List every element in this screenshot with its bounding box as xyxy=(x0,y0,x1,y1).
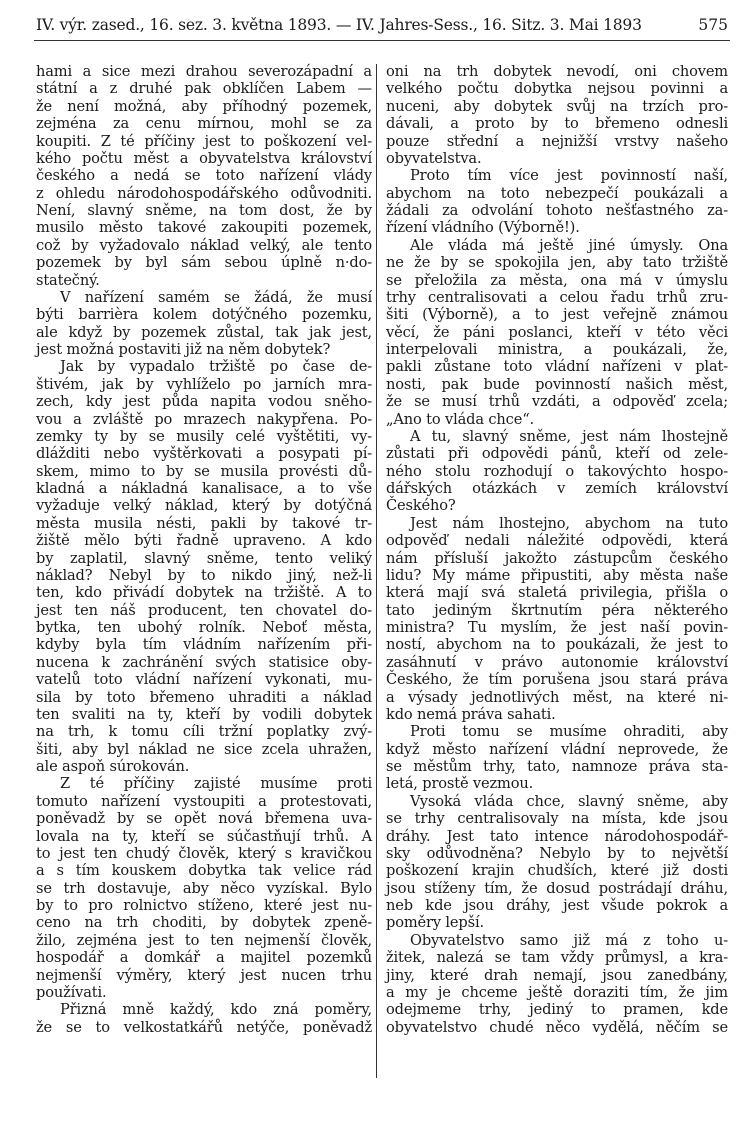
text-line: dářských otázkách v zemích království xyxy=(386,480,728,497)
text-line: Z té příčiny zajisté musíme proti xyxy=(60,775,372,793)
text-line: nucena k zachránění svých statisice oby- xyxy=(36,653,372,671)
text-line: poněvadž by se opět nová břemena uva- xyxy=(36,810,372,828)
text-line: Ale vláda má ještě jiné úmysly. Ona xyxy=(410,236,728,254)
paragraph xyxy=(386,167,728,237)
text-line: by zaplatil, slavný sněme, tento veliký xyxy=(36,549,372,567)
text-line: zůstati při odpovědi pánů, kteří od zele- xyxy=(386,445,728,463)
column-divider xyxy=(376,64,377,1078)
header-rule xyxy=(34,40,730,41)
text-line: používati. xyxy=(36,983,107,1001)
text-line: žiště mělo býti řadně upraveno. A kdo xyxy=(36,532,372,550)
text-line: A tu, slavný sněme, jest nám lhostejně xyxy=(410,427,728,445)
text-line: zejména za cenu mírnou, mohl se za xyxy=(36,115,372,133)
text-line: že se to velkostatkářů netýče, poněvadž xyxy=(36,1018,372,1036)
text-line: odpověď nedali náležité odpovědi, která xyxy=(386,532,728,550)
text-line: Proto tím více jest povinností naší, xyxy=(410,167,728,185)
paragraph xyxy=(386,63,728,167)
text-line: nuceni, aby dobytek svůj na trzích pro- xyxy=(386,97,728,115)
paragraph xyxy=(36,289,372,359)
text-line: bytka, ten ubohý rolník. Neboť města, xyxy=(36,619,372,636)
text-line: odejmeme trhy, jediný to pramen, kde xyxy=(386,1001,728,1019)
text-line: Českého, že tím porušena jsou stará práva xyxy=(386,671,728,689)
left-column xyxy=(36,63,372,1036)
text-line: se přeložila za města, ona má v úmyslu xyxy=(386,271,728,289)
text-line: Obyvatelstvo samo již má z toho u- xyxy=(410,931,728,949)
text-line: dráhy. Jest tato intence národohospodář- xyxy=(386,827,728,845)
text-line: obyvatelstva. xyxy=(386,149,482,167)
text-line: řízení vládního (Výborně!). xyxy=(386,219,580,237)
text-line: a s tím kouskem dobytka tak velice rád xyxy=(36,862,372,880)
paragraph xyxy=(36,1001,372,1036)
text-line: státní a z druhé pak obklíčen Labem — xyxy=(36,80,372,98)
text-line: z ohledu národohospodářského odůvodniti. xyxy=(36,184,372,202)
text-line: a výsady jednotlivých měst, na které ni- xyxy=(386,688,728,706)
text-line: pozemek by byl sám sebou úplně n·do- xyxy=(36,254,372,272)
text-line: jest ten náš producent, ten chovatel do- xyxy=(36,601,372,619)
right-column xyxy=(386,63,728,1036)
text-line: lidu? My máme připustiti, aby města naše xyxy=(386,566,728,584)
text-line: vatelů toto vládní nařízení vykonati, mu- xyxy=(36,671,372,689)
text-line: Jak by vypadalo tržiště po čase de- xyxy=(60,358,372,376)
text-line: ale aspoň súrokován. xyxy=(36,758,190,775)
text-line: musilo město takové zakoupiti pozemek, xyxy=(36,219,372,237)
text-line: šiti, aby byl náklad ne sice zcela uhražen, xyxy=(36,740,372,758)
text-line: žitek, nalezá se tam vždy průmysl, a kra- xyxy=(386,949,728,967)
text-line: věcí, že páni poslanci, kteří v této věci xyxy=(386,323,728,341)
text-line: abychom na toto nebezpečí poukázali a xyxy=(386,184,728,202)
text-line: sila by toto břemeno uhraditi a náklad xyxy=(36,688,372,706)
text-line: pouze střední a nejnižší vrstvy našeho xyxy=(386,132,728,150)
text-line: statečný. xyxy=(36,271,100,289)
text-line: štivém, jak by vyhlíželo po jarních mra- xyxy=(36,375,372,393)
text-line: žádali za odvolání tohoto nešťastného za- xyxy=(386,202,728,219)
text-line: ného stolu rozhodují o takovýchto hospo- xyxy=(386,462,728,480)
text-line: kého počtu měst a obyvatelstva království xyxy=(36,149,372,167)
text-line: jest možná postaviti již na něm dobytek? xyxy=(36,341,331,358)
text-line: Vysoká vláda chce, slavný sněme, aby xyxy=(410,792,728,810)
text-line: a my je chceme ještě doraziti tím, že jim xyxy=(386,983,728,1001)
text-line: poměry lepší. xyxy=(386,914,484,932)
text-line: lovala na ty, kteří se súčastňují trhů. A xyxy=(36,827,372,845)
text-line: Proti tomu se musíme ohraditi, aby xyxy=(410,723,728,741)
text-line: vou a zvláště po mrazech nakypřena. Po- xyxy=(36,410,372,428)
text-line: býti barrièra kolem dotýčného pozemku, xyxy=(36,306,372,324)
text-line: tato jediným škrtnutím péra některého xyxy=(386,601,728,619)
text-line: velkého počtu dobytka nejsou povinni a xyxy=(386,80,728,98)
text-line: ten, kdo přivádí dobytek na tržiště. A to xyxy=(36,584,372,602)
text-line: pakli zůstane toto vládní nařízeni v plat- xyxy=(386,358,728,376)
text-line: českého a nedá se toto nařízení vlády xyxy=(36,167,372,185)
text-line: se trh dostavuje, aby něco vyzískal. Bylo xyxy=(36,879,372,897)
text-line: ností, abychom na to poukázali, že jest to xyxy=(386,636,728,654)
text-line: letá, prostě vezmou. xyxy=(386,775,534,793)
text-line: ministra? Tu myslím, že jest naší povin- xyxy=(386,619,728,636)
text-line: náklad? Nebyl by to nikdo jiný, než-li xyxy=(36,566,372,584)
text-line: Není, slavný sněme, na tom dost, že by xyxy=(36,202,372,219)
text-line: kladná a nákladná kanalisace, a to vše xyxy=(36,480,372,497)
paragraph xyxy=(386,237,728,428)
text-line: koupiti. Z té příčiny jest to poškození vel- xyxy=(36,132,372,150)
text-line: zech, kdy jest půda napita vodou sněho- xyxy=(36,393,372,411)
text-line: poškození krajin chudších, které již dosti xyxy=(386,862,728,880)
text-line: dávali, a proto by to břemeno odnesli xyxy=(386,115,728,133)
paragraph xyxy=(36,358,372,775)
text-line: Jest nám lhostejno, abychom na tuto xyxy=(410,514,728,532)
text-line: skem, mimo to by se musila provésti dů- xyxy=(36,462,372,480)
text-line: že se musí trhů vzdáti, a odpověď zcela; xyxy=(386,393,728,411)
text-line: zemky ty by se musily celé vyštětiti, vy- xyxy=(36,427,372,445)
running-header xyxy=(36,16,728,38)
text-line: obyvatelstvo chudé něco vydělá, něčím se xyxy=(386,1018,728,1036)
text-line: dlážditi nebo vyštěrkovati a posypati pí- xyxy=(36,445,372,463)
text-line: ten svaliti na ty, kteří by vodili dobytek xyxy=(36,705,372,723)
text-line: že není možná, aby příhodný pozemek, xyxy=(36,97,372,115)
text-line: zasáhnutí v právo autonomie království xyxy=(386,653,728,671)
text-line: když město nařízení vládní neprovede, že xyxy=(386,740,728,758)
text-line: se trhy centralisovaly na místa, kde jsou xyxy=(386,810,728,828)
paragraph xyxy=(386,723,728,793)
paragraph xyxy=(386,793,728,932)
text-line: což by vyžadovalo náklad velký, ale tento xyxy=(36,236,372,254)
text-line: nám přísluší jakožto zástupcům českého xyxy=(386,549,728,567)
text-line: jiny, které drah nemají, jsou zanedbány, xyxy=(386,966,728,984)
text-line: vyžaduje velký náklad, který by dotýčná xyxy=(36,497,372,515)
text-line: Českého? xyxy=(386,497,456,515)
text-line: nejmenší výměry, který jest nucen trhu xyxy=(36,966,372,984)
text-line: žilo, zejména jest to ten nejmenší člověk, xyxy=(36,931,372,949)
text-line: tomuto nařízení vystoupiti a protestovati, xyxy=(36,792,372,810)
text-line: to jest ten chudý člověk, který s kravičkou xyxy=(36,844,372,862)
text-line: šiti (Výborně), a to jest veřejně známou xyxy=(386,306,728,324)
header-title: IV. výr. zased., 16. sez. 3. května 1893. — IV. Jahres-Sess., 16. Sitz. 3. Mai 1893 xyxy=(36,16,642,34)
text-line: jsou stíženy tím, že dosud postrádají dráhu, xyxy=(386,879,728,897)
text-line: ale když by pozemek zůstal, tak jak jest, xyxy=(36,323,372,341)
text-line: sky odůvodněna? Nebylo by to největší xyxy=(386,844,728,862)
text-line: kdo nemá práva sahati. xyxy=(386,705,556,723)
text-line: by to pro rolnictvo stíženo, které jest nu- xyxy=(36,897,372,914)
page-number: 575 xyxy=(698,16,728,34)
text-line: se městům trhy, tato, namnoze práva sta- xyxy=(386,758,728,775)
text-line: hami a sice mezi drahou severozápadní a xyxy=(36,63,372,80)
text-line: která mají svá staletá privilegia, přišla o xyxy=(386,584,728,602)
text-line: na trh, k tomu cíli tržní poplatky zvý- xyxy=(36,723,372,741)
text-line: neb kde jsou dráhy, jest všude pokrok a xyxy=(386,897,728,914)
text-line: hospodář a domkář a majitel pozemků xyxy=(36,949,372,967)
text-line: města musila nésti, pakli by takové tr- xyxy=(36,514,372,532)
text-line: interpelovali ministra, a poukázali, že, xyxy=(386,341,728,358)
text-line: V nařízení samém se žádá, že musí xyxy=(60,288,372,306)
paragraph xyxy=(386,515,728,724)
text-line: „Ano to vláda chce“. xyxy=(386,410,534,428)
text-line: trhy centralisovati a celou řadu trhů zru- xyxy=(386,288,728,306)
paragraph xyxy=(36,63,372,289)
text-line: nosti, pak bude povinností našich měst, xyxy=(386,375,728,393)
text-line: ceno na trh choditi, by dobytek zpeně- xyxy=(36,914,372,932)
paragraph xyxy=(36,775,372,1001)
text-line: Přizná mně každý, kdo zná poměry, xyxy=(60,1001,372,1019)
paragraph xyxy=(386,428,728,515)
text-line: ne že by se spokojila jen, aby tato tržiště xyxy=(386,254,728,272)
text-line: oni na trh dobytek nevodí, oni chovem xyxy=(386,63,728,80)
paragraph xyxy=(386,932,728,1036)
text-line: kdyby byla tím vládním nařízením při- xyxy=(36,636,372,654)
